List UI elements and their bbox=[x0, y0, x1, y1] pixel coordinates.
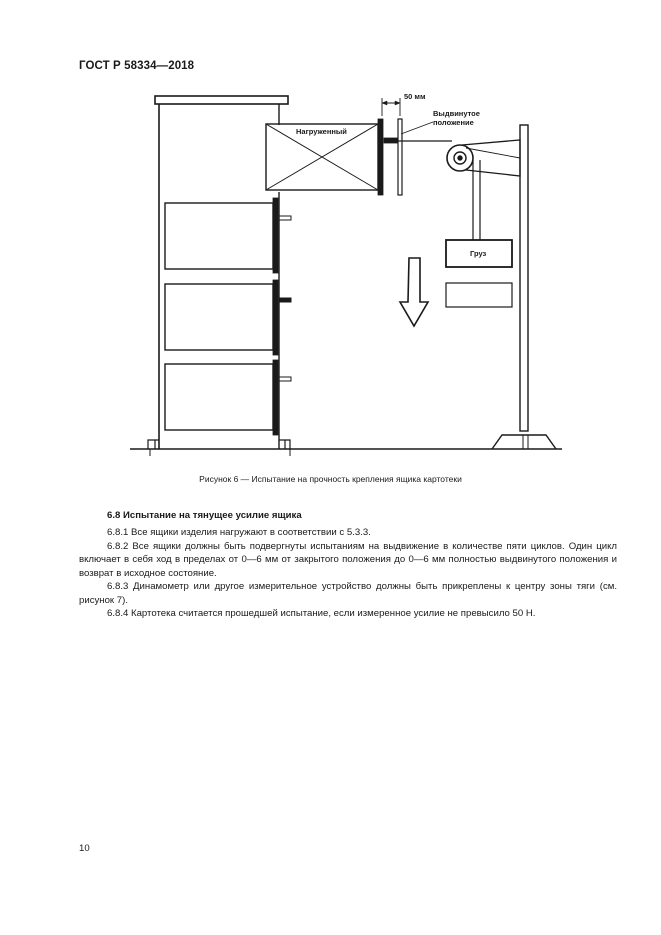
drawer-3-front bbox=[273, 280, 278, 355]
stand-base bbox=[492, 435, 556, 449]
drawer-4-handle bbox=[279, 377, 291, 381]
drawer-4-front-panel bbox=[165, 364, 273, 430]
section-body bbox=[79, 526, 617, 621]
figure-caption: Рисунок 6 — Испытание на прочность крепления ящика картотеки bbox=[199, 474, 462, 484]
stand-post bbox=[520, 125, 528, 431]
paragraph-6-8-2: 6.8.2 Все ящики должны быть подвергнуты испытаниям на выдвижение в количестве пяти циклов. Один цикл включает в себя ход в пределах от 0—6 мм от закрытого положения до 0—6 мм полностью выдвинутого положения и возврат в исходное состояние. bbox=[79, 540, 617, 579]
cabinet-foot-left bbox=[148, 440, 159, 449]
cabinet-foot-right bbox=[279, 440, 290, 449]
section-title: 6.8 Испытание на тянущее усилие ящика bbox=[107, 510, 302, 521]
pulley-arm bbox=[462, 140, 520, 176]
weight-lower-position bbox=[446, 283, 512, 307]
extended-position-label-line1: Выдвинутое bbox=[433, 109, 480, 118]
loaded-drawer-label: Нагруженный bbox=[296, 127, 347, 136]
paragraph-6-8-4: 6.8.4 Картотека считается прошедшей испытание, если измеренное усилие не превысило 50 Н. bbox=[107, 608, 536, 619]
extended-label-leader bbox=[401, 122, 433, 134]
extended-position-plate bbox=[398, 119, 402, 195]
document-header: ГОСТ Р 58334—2018 bbox=[79, 60, 195, 72]
paragraph-6-8-1: 6.8.1 Все ящики изделия нагружают в соответствии с 5.3.3. bbox=[107, 527, 371, 538]
drawer-2-handle bbox=[279, 216, 291, 220]
drawer-3-handle bbox=[279, 298, 291, 302]
distance-label: 50 мм bbox=[404, 92, 426, 101]
drawer-4-front bbox=[273, 360, 278, 435]
extended-position-label-line2: положение bbox=[433, 118, 474, 127]
drawer-2-front-panel bbox=[165, 203, 273, 269]
down-arrow-icon bbox=[400, 258, 428, 326]
loaded-drawer-front bbox=[378, 119, 383, 195]
paragraph-6-8-3: 6.8.3 Динамометр или другое измерительное устройство должны быть прикреплены к центру зоны тяги (см. рисунок 7). bbox=[79, 581, 617, 606]
drawer-3-front-panel bbox=[165, 284, 273, 350]
cabinet-top bbox=[155, 96, 288, 104]
page-number: 10 bbox=[79, 843, 90, 854]
loaded-drawer-handle bbox=[384, 138, 398, 143]
weight-label: Груз bbox=[470, 249, 487, 258]
drawer-2-front bbox=[273, 198, 278, 273]
